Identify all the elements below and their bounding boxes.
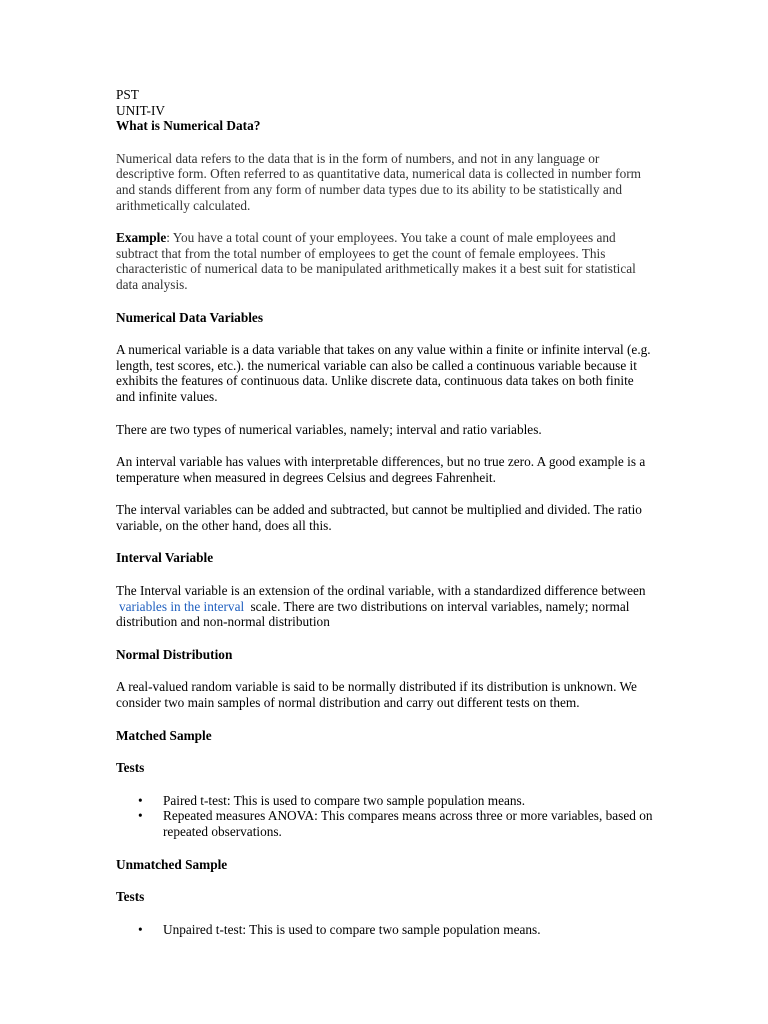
- list-item-text: Repeated measures ANOVA: This compares means across three or more variables, based on repeated observations.: [163, 808, 653, 839]
- heading-unmatched-sample: Unmatched Sample: [116, 856, 228, 872]
- heading-matched-sample: Matched Sample: [116, 727, 212, 743]
- heading-unmatched-tests: Tests: [116, 889, 145, 905]
- interval-variable-paragraph: [116, 583, 656, 630]
- bullet-icon: •: [138, 921, 143, 937]
- heading-interval-variable: Interval Variable: [116, 550, 214, 566]
- heading-normal-distribution: Normal Distribution: [116, 646, 233, 662]
- intro-paragraph: Numerical data refers to the data that is in the form of numbers, and not in any language or descriptive form. Often referred to as quantitative data, numerical data is collected in number form and stands different from any form of number data types due to its ability to be statistically and arithmetically calculated.: [116, 150, 642, 213]
- numerical-variable-paragraph: A numerical variable is a data variable that takes on any value within a finite or infinite interval (e.g. length, test scores, etc.). the numerical variable can also be called a continuous variable because it exhibits the features of continuous data. Unlike discrete data, continuous data takes on both finite and infinite values.: [116, 342, 651, 404]
- bullet-icon: •: [138, 808, 143, 824]
- variables-in-interval-link[interactable]: variables in the interval: [119, 598, 245, 614]
- matched-tests-list: [116, 793, 656, 840]
- heading-numerical-data-variables: Numerical Data Variables: [116, 309, 263, 325]
- list-item-text: Paired t-test: This is used to compare two sample population means.: [163, 792, 526, 808]
- interval-operations-paragraph: The interval variables can be added and subtracted, but cannot be multiplied and divided. The ratio variable, on the other hand, does all this.: [116, 502, 642, 533]
- heading-matched-tests: Tests: [116, 760, 145, 776]
- course-code: PST: [116, 87, 139, 102]
- example-paragraph: [116, 230, 656, 292]
- example-label: Example: [116, 230, 167, 246]
- list-item-text: Unpaired t-test: This is used to compare two sample population means.: [163, 921, 541, 937]
- page-title: What is Numerical Data?: [116, 118, 261, 134]
- example-text: : You have a total count of your employees. You take a count of male employees and subtract that from the total number of employees to get the count of female employees. This characteristic of numerical data to be manipulated arithmetically makes it a best suit for statistical data analysis.: [116, 230, 636, 292]
- interval-definition-paragraph: An interval variable has values with interpretable differences, but no true zero. A good example is a temperature when measured in degrees Celsius and degrees Fahrenheit.: [116, 454, 646, 485]
- normal-distribution-paragraph: A real-valued random variable is said to be normally distributed if its distribution is unknown. We consider two main samples of normal distribution and carry out different tests on them.: [116, 679, 637, 711]
- variable-types-paragraph: There are two types of numerical variables, namely; interval and ratio variables.: [116, 421, 542, 437]
- list-item: [116, 793, 656, 809]
- interval-text-before: The Interval variable is an extension of the ordinal variable, with a standardized difference between: [116, 583, 646, 599]
- bullet-icon: •: [138, 792, 143, 808]
- list-item: [116, 808, 656, 839]
- unit-label: UNIT-IV: [116, 102, 165, 118]
- unmatched-tests-list: [116, 922, 656, 938]
- document-header: [116, 87, 656, 134]
- list-item: [116, 922, 656, 938]
- interval-text-after: scale. There are two distributions on interval variables, namely; normal distribution and non-normal distribution: [116, 598, 630, 630]
